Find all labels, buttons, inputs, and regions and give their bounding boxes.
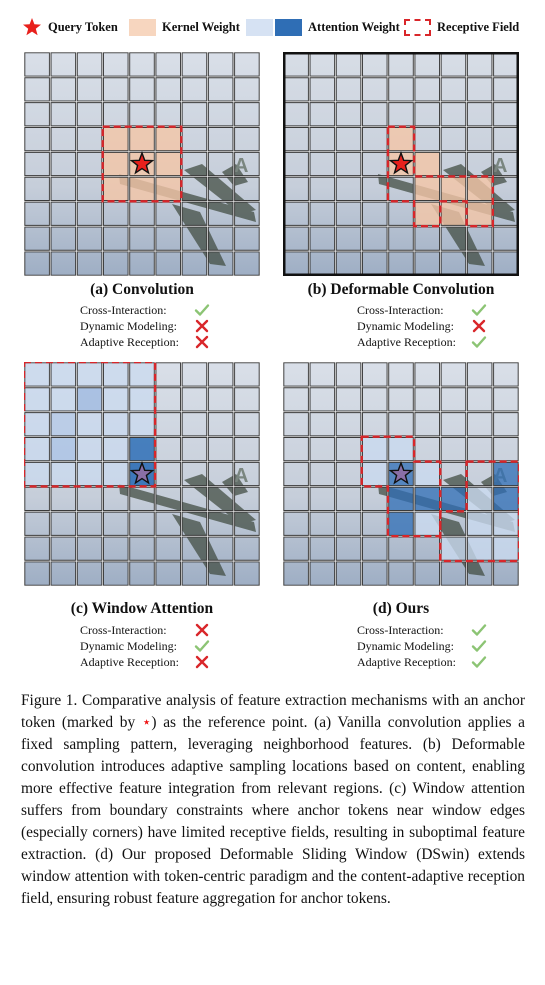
field-swatch xyxy=(404,19,431,36)
svg-text:A: A xyxy=(234,465,249,487)
property-name: Dynamic Modeling: xyxy=(80,319,177,333)
property-name: Cross-Interaction: xyxy=(80,623,167,637)
legend-label: Query Token xyxy=(48,19,118,34)
property-name: Cross-Interaction: xyxy=(357,623,444,637)
property-name: Adaptive Reception: xyxy=(80,655,179,669)
figure-legend xyxy=(0,14,545,40)
caption-text: Figure 1. Comparative analysis of feature extraction mechanisms with an anchor token (marked by xyxy=(21,692,525,731)
legend-kernel-weight xyxy=(129,14,240,40)
properties-list-a xyxy=(80,302,230,350)
star-icon xyxy=(22,17,42,37)
panel-image xyxy=(24,52,260,276)
legend-label: Receptive Field xyxy=(437,19,520,34)
check-icon xyxy=(194,302,210,318)
cross-icon xyxy=(471,318,487,334)
check-icon xyxy=(471,638,487,654)
figure-caption xyxy=(21,690,525,910)
cross-icon xyxy=(194,622,210,638)
legend-attention-weight xyxy=(246,14,400,40)
legend-query-token xyxy=(22,14,118,40)
cross-icon xyxy=(194,334,210,350)
attention-dark-swatch xyxy=(275,19,302,36)
panel-ours xyxy=(283,362,519,586)
property-name: Cross-Interaction: xyxy=(357,303,444,317)
panel-title-a: (a) Convolution xyxy=(90,281,194,298)
panel-deformable-convolution xyxy=(283,52,519,276)
panel-title-d: (d) Ours xyxy=(372,600,430,617)
cross-icon xyxy=(194,318,210,334)
panel-image xyxy=(283,52,519,276)
check-icon xyxy=(471,302,487,318)
property-name: Dynamic Modeling: xyxy=(80,639,177,653)
attention-light-swatch xyxy=(246,19,273,36)
properties-list-b xyxy=(357,302,507,350)
legend-label: Attention Weight xyxy=(308,19,400,34)
kernel-swatch xyxy=(129,19,156,36)
panel-image xyxy=(283,362,519,586)
cross-icon xyxy=(194,654,210,670)
panel-convolution xyxy=(24,52,260,276)
caption-text: ) as the reference point. (a) Vanilla convolution applies a fixed sampling pattern, leveraging neighborhood features. (b) Deformable convolution introduces adaptive sampling locations based on content, enabling more effective feature integration from relevant regions. (c) Window attention suffers from boundary constraints where anchor tokens near window edges (especially corners) have limited receptive fields, resulting in suboptimal feature extraction. (d) Our proposed Deformable Sliding Window (DSwin) extends window attention with token-centric paradigm and the content-adaptive reception field, ensuring robust feature aggregation for anchor tokens. xyxy=(21,714,525,907)
panel-window-attention xyxy=(24,362,260,586)
property-name: Adaptive Reception: xyxy=(357,335,456,349)
panel-title-b: (b) Deformable Convolution xyxy=(307,281,495,298)
properties-list-d xyxy=(357,622,507,670)
panel-title-c: (c) Window Attention xyxy=(70,600,214,617)
check-icon xyxy=(471,622,487,638)
properties-list-c xyxy=(80,622,230,670)
property-name: Cross-Interaction: xyxy=(80,303,167,317)
check-icon xyxy=(194,638,210,654)
property-name: Dynamic Modeling: xyxy=(357,639,454,653)
check-icon xyxy=(471,654,487,670)
svg-text:A: A xyxy=(493,155,508,177)
star-icon: ⋆ xyxy=(141,714,152,731)
property-name: Adaptive Reception: xyxy=(80,335,179,349)
property-name: Adaptive Reception: xyxy=(357,655,456,669)
check-icon xyxy=(471,334,487,350)
legend-label: Kernel Weight xyxy=(162,19,240,34)
svg-text:A: A xyxy=(234,155,249,177)
legend-receptive-field xyxy=(404,14,519,40)
property-name: Dynamic Modeling: xyxy=(357,319,454,333)
panel-image xyxy=(24,362,260,586)
